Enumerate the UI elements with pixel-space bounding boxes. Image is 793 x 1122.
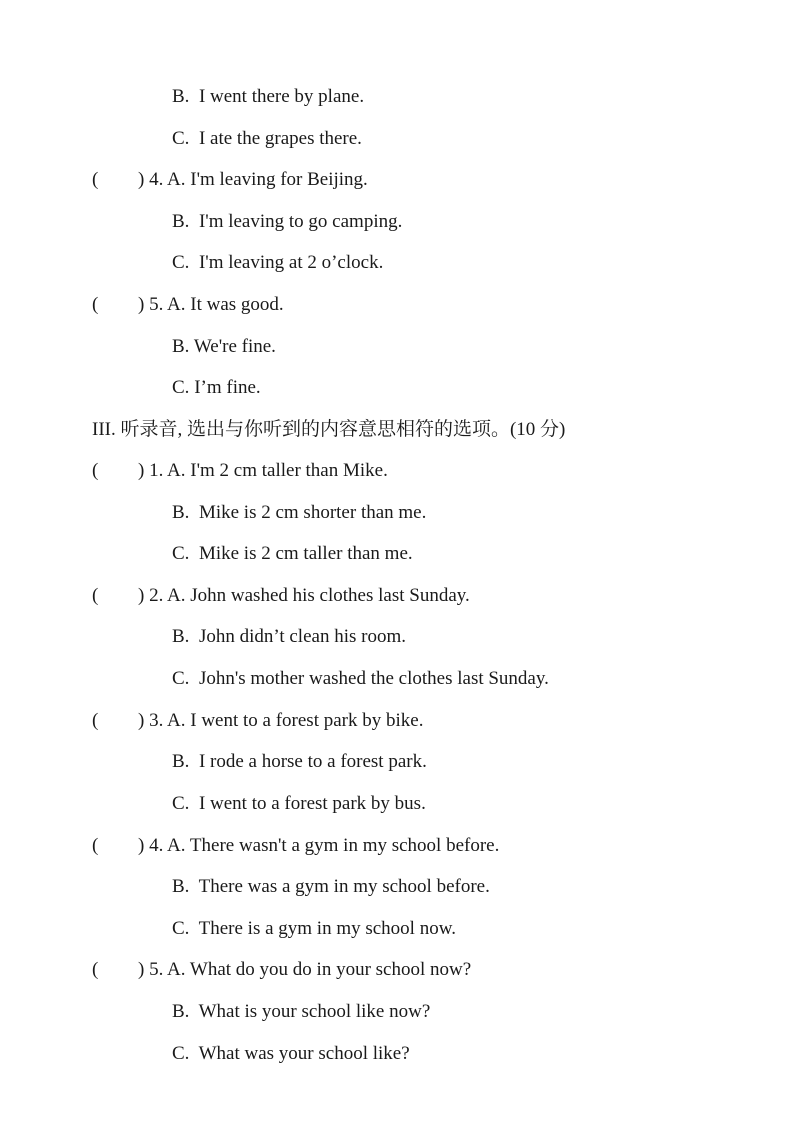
answer-blank-open-paren[interactable]: ( <box>92 585 99 606</box>
option-label: B. <box>172 751 190 772</box>
option-label: B. <box>172 876 190 897</box>
option-text: I went there by plane. <box>198 86 365 107</box>
question-text: ) 3. A. I went to a forest park by bike. <box>138 710 424 731</box>
option-line <box>172 668 549 690</box>
answer-blank-open-paren[interactable]: ( <box>92 294 99 315</box>
option-text: Mike is 2 cm taller than me. <box>198 543 413 564</box>
option-label: B. <box>172 336 190 357</box>
option-text: I'm leaving to go camping. <box>198 211 403 232</box>
answer-blank-open-paren[interactable]: ( <box>92 835 99 856</box>
option-text: I ate the grapes there. <box>198 128 362 149</box>
answer-blank-open-paren[interactable]: ( <box>92 169 99 190</box>
option-line <box>172 211 402 233</box>
question-text: ) 4. A. I'm leaving for Beijing. <box>138 169 368 190</box>
option-label: B. <box>172 626 190 647</box>
option-line <box>172 252 383 274</box>
option-label: B. <box>172 502 190 523</box>
option-line <box>172 793 426 815</box>
option-text: John's mother washed the clothes last Sunday. <box>198 668 549 689</box>
option-line <box>172 751 427 773</box>
option-label: C. <box>172 543 190 564</box>
option-text: We're fine. <box>193 336 276 357</box>
option-label: B. <box>172 86 190 107</box>
option-label: C. <box>172 252 190 273</box>
option-label: C. <box>172 918 190 939</box>
option-line <box>172 1001 430 1023</box>
option-line <box>172 336 276 358</box>
option-label: C. <box>172 1043 190 1064</box>
answer-blank-open-paren[interactable]: ( <box>92 959 99 980</box>
option-label: C. <box>172 377 190 398</box>
option-label: B. <box>172 211 190 232</box>
option-line <box>172 377 261 399</box>
option-text: There was a gym in my school before. <box>198 876 490 897</box>
option-label: C. <box>172 668 190 689</box>
option-line <box>172 626 406 648</box>
question-text: ) 5. A. What do you do in your school now? <box>138 959 472 980</box>
option-line <box>172 502 426 524</box>
answer-blank-open-paren[interactable]: ( <box>92 460 99 481</box>
option-label: C. <box>172 128 190 149</box>
option-text: I went to a forest park by bus. <box>198 793 426 814</box>
option-text: I'm leaving at 2 o’clock. <box>198 252 384 273</box>
question-text: ) 2. A. John washed his clothes last Sunday. <box>138 585 470 606</box>
option-text: What is your school like now? <box>198 1001 431 1022</box>
option-text: Mike is 2 cm shorter than me. <box>198 502 427 523</box>
option-line <box>172 128 362 150</box>
section-title: III. 听录音, 选出与你听到的内容意思相符的选项。(10 分) <box>92 419 566 440</box>
option-label: B. <box>172 1001 190 1022</box>
option-line <box>172 876 490 898</box>
option-text: What was your school like? <box>198 1043 410 1064</box>
option-text: There is a gym in my school now. <box>198 918 456 939</box>
question-text: ) 5. A. It was good. <box>138 294 284 315</box>
option-text: I rode a horse to a forest park. <box>198 751 427 772</box>
option-line <box>172 86 364 108</box>
option-label: C. <box>172 793 190 814</box>
option-line <box>172 543 413 565</box>
option-text: John didn’t clean his room. <box>198 626 406 647</box>
question-text: ) 1. A. I'm 2 cm taller than Mike. <box>138 460 388 481</box>
option-text: I’m fine. <box>194 377 261 398</box>
option-line <box>172 918 456 940</box>
option-line <box>172 1043 410 1065</box>
question-text: ) 4. A. There wasn't a gym in my school before. <box>138 835 500 856</box>
answer-blank-open-paren[interactable]: ( <box>92 710 99 731</box>
